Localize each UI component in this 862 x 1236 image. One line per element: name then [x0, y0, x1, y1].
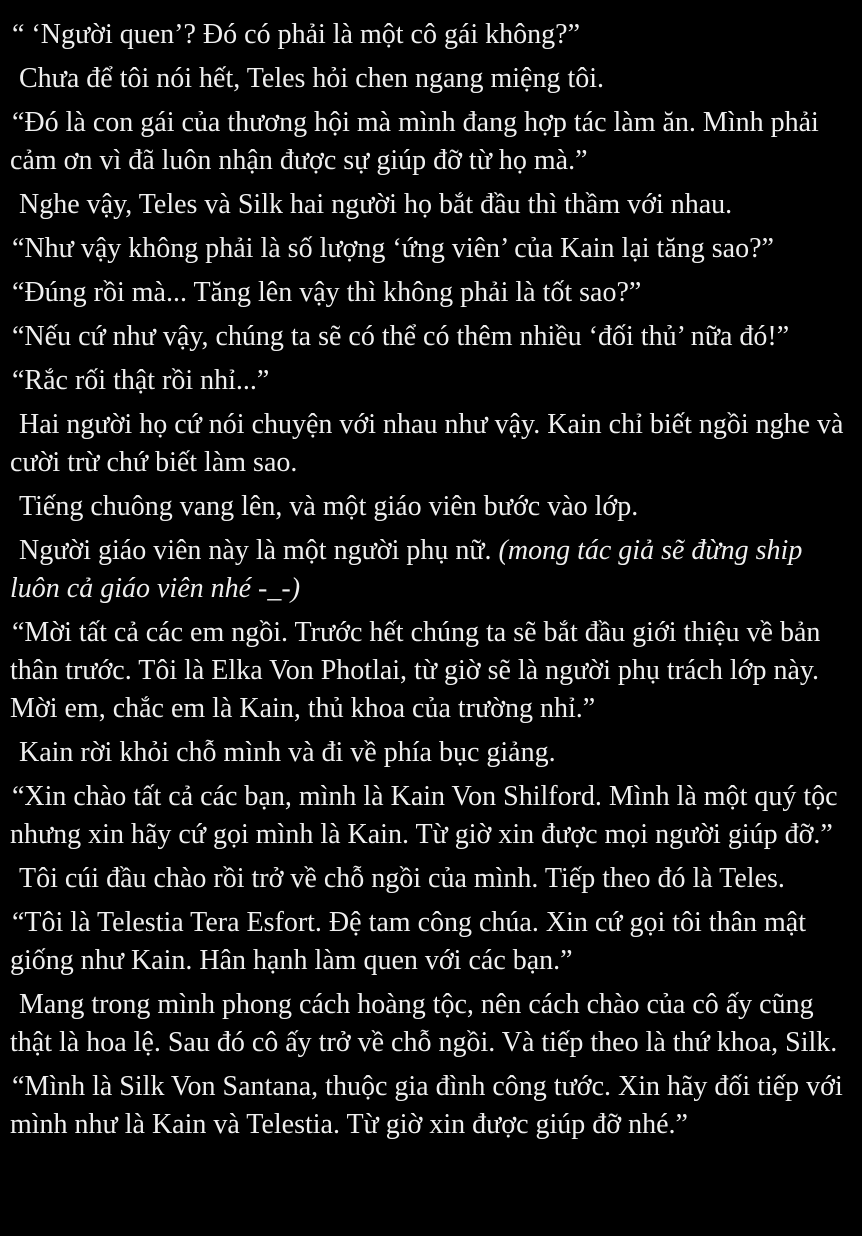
narration-paragraph: Tôi cúi đầu chào rồi trở về chỗ ngồi của mình. Tiếp theo đó là Teles.: [19, 863, 785, 894]
narration-paragraph: Chưa để tôi nói hết, Teles hỏi chen ngang miệng tôi.: [19, 63, 605, 94]
translator-note: (mong tác giả sẽ đừng ship luôn cả giáo viên nhé -_-): [10, 535, 803, 604]
narration-paragraph: Hai người họ cứ nói chuyện với nhau như vậy. Kain chỉ biết ngồi nghe và cười trừ chứ biết làm sao.: [10, 409, 844, 478]
dialogue-paragraph: “Tôi là Telestia Tera Esfort. Đệ tam công chúa. Xin cứ gọi tôi thân mật giống như Kain. Hân hạnh làm quen với các bạn.”: [10, 907, 806, 976]
narration-paragraph: Mang trong mình phong cách hoàng tộc, nên cách chào của cô ấy cũng thật là hoa lệ. Sau đó cô ấy trở về chỗ ngồi. Và tiếp theo là thứ khoa, Silk.: [10, 989, 838, 1058]
dialogue-paragraph: “Mình là Silk Von Santana, thuộc gia đình công tước. Xin hãy đối tiếp với mình như là Kain và Telestia. Từ giờ xin được giúp đỡ nhé.”: [10, 1071, 843, 1140]
dialogue-paragraph: “Đó là con gái của thương hội mà mình đang hợp tác làm ăn. Mình phải cảm ơn vì đã luôn nhận được sự giúp đỡ từ họ mà.”: [10, 107, 819, 176]
dialogue-paragraph: “Rắc rối thật rồi nhỉ...”: [12, 365, 270, 396]
narration-text: Người giáo viên này là một người phụ nữ.: [19, 535, 499, 566]
dialogue-paragraph: “Đúng rồi mà... Tăng lên vậy thì không phải là tốt sao?”: [12, 277, 642, 308]
dialogue-paragraph: “ ‘Người quen’? Đó có phải là một cô gái không?”: [12, 19, 581, 50]
narration-paragraph: Kain rời khỏi chỗ mình và đi về phía bục giảng.: [19, 737, 556, 768]
dialogue-paragraph: “Mời tất cả các em ngồi. Trước hết chúng ta sẽ bắt đầu giới thiệu về bản thân trước. Tôi là Elka Von Photlai, từ giờ sẽ là người phụ trách lớp này. Mời em, chắc em là Kain, thủ khoa của trường nhỉ.”: [10, 617, 821, 724]
dialogue-paragraph: “Xin chào tất cả các bạn, mình là Kain Von Shilford. Mình là một quý tộc nhưng xin hãy cứ gọi mình là Kain. Từ giờ xin được mọi người giúp đỡ.”: [10, 781, 838, 850]
dialogue-paragraph: “Như vậy không phải là số lượng ‘ứng viên’ của Kain lại tăng sao?”: [12, 233, 774, 264]
narration-paragraph: Nghe vậy, Teles và Silk hai người họ bắt đầu thì thầm với nhau.: [19, 189, 733, 220]
narration-paragraph: Tiếng chuông vang lên, và một giáo viên bước vào lớp.: [19, 491, 639, 522]
dialogue-paragraph: “Nếu cứ như vậy, chúng ta sẽ có thể có thêm nhiều ‘đối thủ’ nữa đó!”: [12, 321, 790, 352]
narration-paragraph-with-note: [10, 532, 844, 608]
